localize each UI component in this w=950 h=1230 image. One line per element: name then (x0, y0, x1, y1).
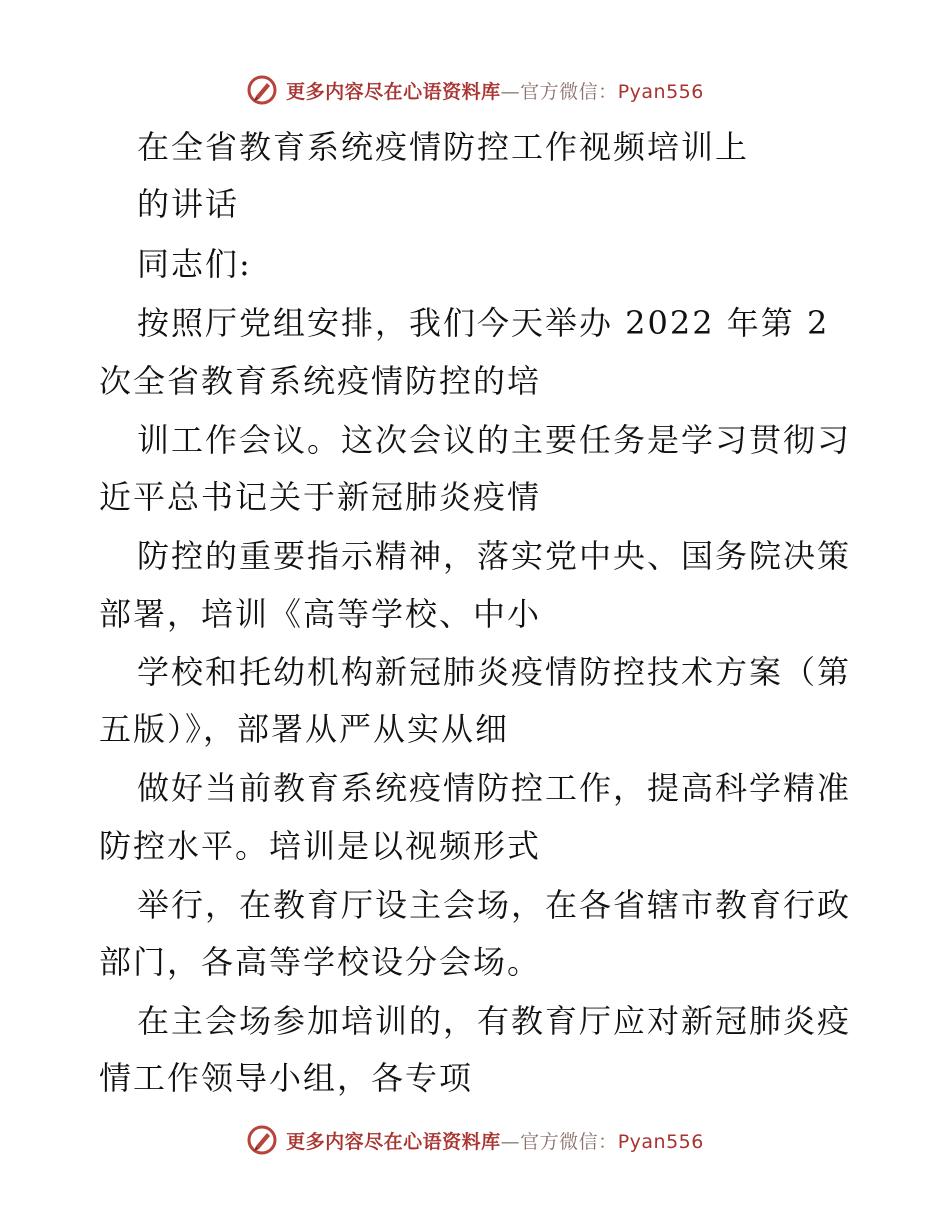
paragraph-line: 五版）》，部署从严从实从细 (99, 710, 510, 748)
pen-logo-icon (246, 74, 278, 106)
paragraph-line: 训工作会议。这次会议的主要任务是学习贯彻习 (137, 421, 852, 459)
watermark-title: 更多内容尽在心语资料库 (286, 80, 501, 103)
title-line-2: 的讲话 (137, 185, 240, 223)
paragraph-line: 举行，在教育厅设主会场，在各省辖市教育行政 (137, 886, 852, 924)
watermark-wechat-label: 官方微信： (520, 1130, 618, 1153)
pen-logo-icon (246, 1124, 278, 1156)
paragraph-line: 情工作领导小组，各专项 (99, 1059, 474, 1097)
paragraph-line: 部门，各高等学校设分会场。 (99, 943, 542, 981)
paragraph-line: 防控水平。培训是以视频形式 (99, 827, 542, 865)
salutation: 同志们: (137, 245, 252, 283)
watermark-wechat-id: Pyan556 (617, 80, 704, 103)
paragraph-line: 学校和托幼机构新冠肺炎疫情防控技术方案（第 (137, 653, 852, 691)
watermark-title: 更多内容尽在心语资料库 (286, 1130, 501, 1153)
paragraph-line: 次全省教育系统疫情防控的培 (99, 362, 542, 400)
watermark-wechat-id: Pyan556 (617, 1130, 704, 1153)
footer-watermark (0, 1120, 950, 1160)
paragraph-line: 按照厅党组安排，我们今天举办 2022 年第 2 (137, 304, 830, 342)
paragraph-line: 防控的重要指示精神，落实党中央、国务院决策 (137, 537, 852, 575)
paragraph-line: 近平总书记关于新冠肺炎疫情 (99, 478, 542, 516)
paragraph-line: 部署，培训《高等学校、中小 (99, 595, 542, 633)
watermark-dash: — (500, 80, 521, 103)
paragraph-line: 在主会场参加培训的，有教育厅应对新冠肺炎疫 (137, 1002, 852, 1040)
title-line-1: 在全省教育系统疫情防控工作视频培训上 (137, 128, 750, 166)
paragraph-line: 做好当前教育系统疫情防控工作，提高科学精准 (137, 769, 852, 807)
header-watermark (0, 70, 950, 110)
watermark-dash: — (500, 1130, 521, 1153)
watermark-wechat-label: 官方微信： (520, 80, 618, 103)
